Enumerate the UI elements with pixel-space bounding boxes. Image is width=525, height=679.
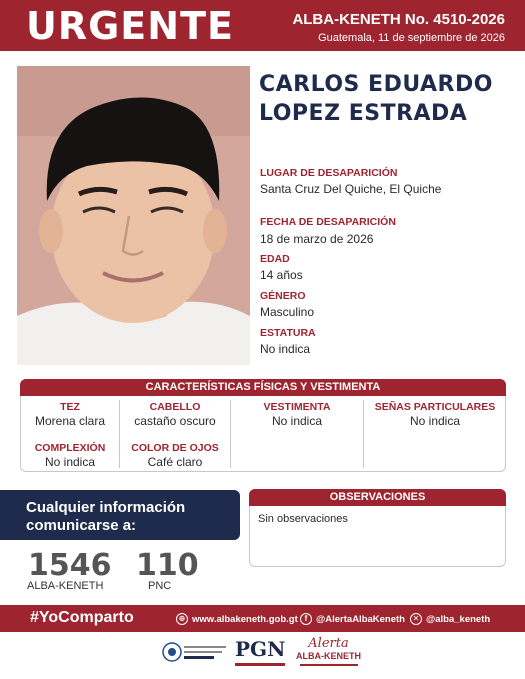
- facebook-link[interactable]: [300, 613, 405, 625]
- twitter-text: @alba_keneth: [426, 613, 491, 625]
- lugar-label: LUGAR DE DESAPARICIÓN: [260, 167, 398, 179]
- guatemala-government-logo: [162, 637, 228, 673]
- alert-date: Guatemala, 11 de septiembre de 2026: [318, 32, 505, 44]
- x-twitter-icon: ✕: [410, 613, 422, 625]
- senas-label: SEÑAS PARTICULARES: [374, 401, 496, 413]
- alerta-logo-script: Alerta: [308, 636, 349, 651]
- website-text: www.albakeneth.gob.gt: [192, 613, 298, 625]
- pgn-logo-text: PGN: [235, 637, 286, 661]
- edad-label: EDAD: [260, 253, 290, 265]
- globe-icon: ⊕: [176, 613, 188, 625]
- person-name-line1: CARLOS EDUARDO: [259, 72, 493, 97]
- estatura-label: ESTATURA: [260, 327, 316, 339]
- website-link[interactable]: [176, 613, 298, 625]
- observations-text: Sin observaciones: [258, 513, 348, 525]
- twitter-link[interactable]: [410, 613, 490, 625]
- complexion-value: No indica: [44, 455, 96, 469]
- pgn-logo-underline: [235, 663, 285, 666]
- contact-info-box: [0, 490, 240, 540]
- cabello-label: CABELLO: [149, 401, 201, 413]
- header-banner: [0, 0, 525, 51]
- fecha-value: 18 de marzo de 2026: [260, 232, 374, 246]
- vestimenta-value: No indica: [271, 414, 323, 428]
- alba-keneth-logo-underline: [300, 664, 358, 666]
- alba-keneth-phone-label: ALBA-KENETH: [27, 580, 104, 592]
- pnc-phone[interactable]: 110: [136, 548, 199, 583]
- contact-line1: Cualquier información: [26, 499, 186, 516]
- estatura-value: No indica: [260, 342, 311, 356]
- facebook-icon: f: [300, 613, 312, 625]
- alert-number: ALBA-KENETH No. 4510-2026: [292, 11, 505, 28]
- pnc-phone-label: PNC: [148, 580, 172, 592]
- alerta-alba-keneth-logo: [296, 637, 361, 673]
- footer-bar: [0, 605, 525, 632]
- ojos-value: Café claro: [147, 455, 203, 469]
- alba-keneth-logo-text: ALBA-KENETH: [296, 651, 361, 661]
- observations-title: OBSERVACIONES: [249, 489, 506, 506]
- person-name: [259, 70, 509, 128]
- tez-value: Morena clara: [34, 414, 106, 428]
- genero-value: Masculino: [260, 305, 315, 319]
- lugar-value: Santa Cruz Del Quiche, El Quiche: [260, 182, 442, 196]
- alba-keneth-phone[interactable]: 1546: [28, 548, 112, 583]
- complexion-label: COMPLEXIÓN: [34, 442, 106, 454]
- urgent-title: URGENTE: [26, 4, 234, 48]
- senas-value: No indica: [409, 414, 461, 428]
- pgn-logo: [235, 637, 290, 673]
- fecha-label: FECHA DE DESAPARICIÓN: [260, 216, 396, 228]
- facebook-text: @AlertaAlbaKeneth: [316, 613, 405, 625]
- person-name-line2: LOPEZ ESTRADA: [259, 101, 468, 126]
- guatemala-seal-icon: [162, 637, 228, 667]
- missing-person-photo: [17, 66, 250, 365]
- vestimenta-label: VESTIMENTA: [263, 401, 331, 413]
- ojos-label: COLOR DE OJOS: [131, 442, 219, 454]
- tez-label: TEZ: [60, 401, 80, 413]
- hashtag: #YoComparto: [30, 609, 134, 626]
- cabello-value: castaño oscuro: [134, 414, 216, 428]
- edad-value: 14 años: [260, 268, 303, 282]
- contact-line2: comunicarse a:: [26, 517, 137, 534]
- characteristics-title: CARACTERÍSTICAS FÍSICAS Y VESTIMENTA: [20, 379, 506, 396]
- genero-label: GÉNERO: [260, 290, 306, 302]
- person-portrait-illustration: [17, 66, 250, 365]
